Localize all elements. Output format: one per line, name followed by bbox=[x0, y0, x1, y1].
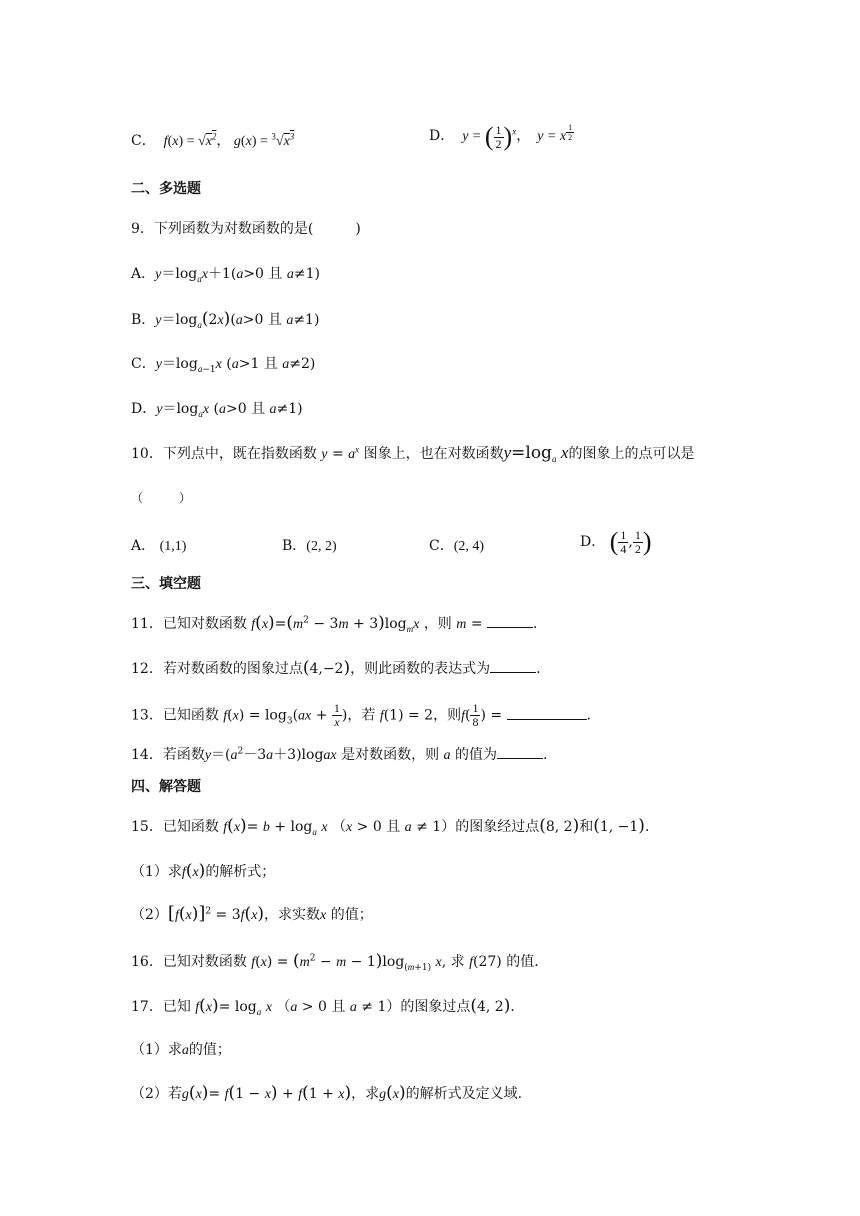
section-heading-multi: 二、多选题 bbox=[131, 181, 201, 197]
formula: $f(x) = √x^2$， $g(x) = ^3√x^3$ bbox=[160, 131, 295, 149]
q17-part1: （1）求a的值； bbox=[131, 1042, 231, 1058]
q10-option-a: A． (1,1) bbox=[131, 538, 187, 554]
q9-option-a: A．$y=\log_ax+1(a>0$ 且 a≠1) bbox=[131, 266, 320, 284]
q12: 12．若对数函数的图象过点(4,−2)，则此函数的表达式为 . bbox=[131, 658, 541, 678]
q14: 14．若函数$y=(a^2-3a+3)logax$ 是对数函数，则 a 的值为 . bbox=[131, 744, 547, 766]
option-label: C． bbox=[131, 133, 156, 149]
q9-option-d: D．$y=\log_ax$ (a>0 且 a≠1) bbox=[131, 401, 303, 419]
section-heading-answer: 四、解答题 bbox=[131, 779, 201, 795]
q15-stem: 15．已知函数 $f(x)= b + \log_a x$ （x > 0 且 a ≠ 1）的图象经过点(8, 2)和(1, −1). bbox=[131, 816, 650, 837]
q9-stem: 9．下列函数为对数函数的是( ) bbox=[131, 221, 361, 237]
q11: 11．已知对数函数 $f(x)=(m^2 - 3m + 3)\log_mx$ ，则 m = . bbox=[131, 613, 538, 634]
formula: y = ( $\frac{1}{2}$ )$^x$， y = x $^{\frac{1}{2}}$ bbox=[458, 122, 573, 151]
q17-part2: （2）若g(x)= f(1 − x) + f(1 + x)，求g(x)的解析式及定义域. bbox=[131, 1083, 523, 1103]
section-heading-fill: 三、填空题 bbox=[131, 576, 201, 592]
q13: 13．已知函数 $f(x) = \log_3(ax$ + $\frac{1}{x}$ )，若 f(1) = 2，则f( $\frac{1}{8}$ ) = . bbox=[131, 701, 591, 729]
q8-option-d bbox=[429, 122, 574, 152]
q9-option-b: B．$y=\log_a(2x)(a>0$ 且 a≠1) bbox=[131, 309, 320, 330]
q10-option-c: C．(2, 4) bbox=[429, 538, 485, 554]
q16: 16．已知对数函数 $f(x) = (m^2 - m - 1)\log_{(m+1)}$ x, 求 f(27) 的值. bbox=[131, 951, 539, 973]
q10-paren: （ ） bbox=[131, 491, 192, 505]
q9-option-c: C．$y=\log_{a-1}x$ (a>1 且 a≠2) bbox=[131, 356, 316, 375]
q10-option-d: D． ( $\frac{1}{4}$ , $\frac{1}{2}$ ) bbox=[580, 527, 652, 556]
q15-part1: （1）求f(x)的解析式； bbox=[131, 861, 276, 881]
q15-part2: $(2)[f(x)]^2 = 3f(x)$，求实数x 的值； bbox=[131, 903, 373, 924]
q10-stem: 10．下列点中，既在指数函数 $y = a^x$ 图象上，也在对数函数$y=\log_a$ x的图象上的点可以是 bbox=[131, 443, 695, 464]
q8-option-c bbox=[131, 130, 294, 150]
q10-option-b: B．(2, 2) bbox=[282, 538, 337, 554]
option-label: D． bbox=[429, 128, 455, 145]
q17-stem: 17．已知 $f(x)= \log_a x$ （a > 0 且 a ≠ 1）的图象过点(4, 2). bbox=[131, 996, 515, 1017]
